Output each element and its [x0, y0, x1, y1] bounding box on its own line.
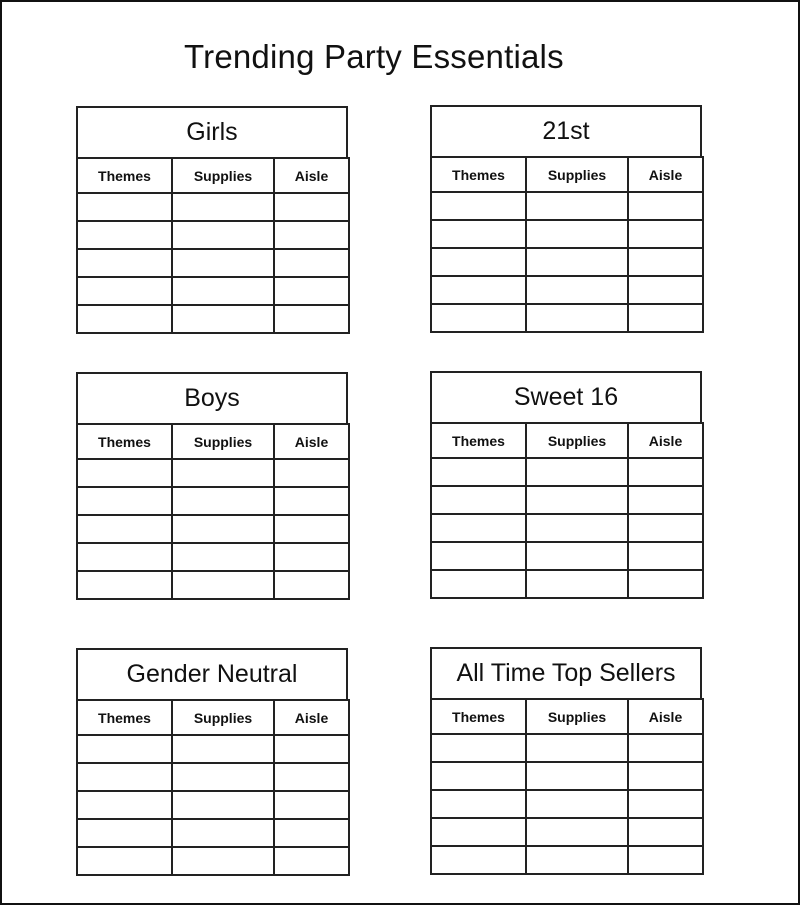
table-row — [431, 248, 703, 276]
table-cell — [628, 846, 703, 874]
table-cell — [628, 248, 703, 276]
table-title: Gender Neutral — [76, 648, 348, 699]
table-cell — [628, 276, 703, 304]
table-row — [431, 734, 703, 762]
table-cell — [431, 248, 526, 276]
column-header: Themes — [431, 699, 526, 734]
table-cell — [172, 847, 274, 875]
table-cell — [431, 220, 526, 248]
table-row — [77, 543, 349, 571]
table-cell — [172, 571, 274, 599]
header-row — [431, 423, 703, 458]
column-header: Themes — [77, 700, 172, 735]
table-cell — [172, 735, 274, 763]
table-cell — [431, 734, 526, 762]
table-cell — [526, 734, 628, 762]
table-cell — [77, 193, 172, 221]
table-cell — [628, 304, 703, 332]
table-cell — [526, 192, 628, 220]
table-cell — [431, 192, 526, 220]
table-row — [431, 486, 703, 514]
table-cell — [274, 277, 349, 305]
table-cell — [274, 515, 349, 543]
table-row — [77, 249, 349, 277]
table-title: Boys — [76, 372, 348, 423]
table-cell — [172, 249, 274, 277]
table-cell — [628, 486, 703, 514]
header-row — [431, 157, 703, 192]
table-row — [77, 221, 349, 249]
table-cell — [431, 818, 526, 846]
table-cell — [431, 486, 526, 514]
table-cell — [274, 543, 349, 571]
table-cell — [77, 305, 172, 333]
table-cell — [526, 790, 628, 818]
table-cell — [526, 458, 628, 486]
table-grid — [76, 699, 350, 876]
table-cell — [526, 276, 628, 304]
table-cell — [274, 571, 349, 599]
table-cell — [274, 819, 349, 847]
table-cell — [431, 304, 526, 332]
column-header: Themes — [431, 157, 526, 192]
table-cell — [77, 763, 172, 791]
table-row — [77, 487, 349, 515]
table-cell — [172, 277, 274, 305]
table-cell — [431, 790, 526, 818]
table-row — [431, 192, 703, 220]
column-header: Aisle — [274, 700, 349, 735]
page-title: Trending Party Essentials — [184, 38, 564, 75]
table-cell — [526, 570, 628, 598]
column-header: Supplies — [526, 423, 628, 458]
table-row — [77, 193, 349, 221]
table-cell — [628, 220, 703, 248]
table-cell — [628, 790, 703, 818]
table-row — [431, 514, 703, 542]
table-row — [77, 819, 349, 847]
table-grid — [430, 422, 704, 599]
table-cell — [526, 542, 628, 570]
table-row — [77, 515, 349, 543]
table-cell — [172, 487, 274, 515]
table-row — [77, 459, 349, 487]
table-row — [77, 791, 349, 819]
table-cell — [526, 304, 628, 332]
table-cell — [172, 819, 274, 847]
table-cell — [77, 221, 172, 249]
table-cell — [172, 193, 274, 221]
table-row — [77, 735, 349, 763]
table-row — [431, 458, 703, 486]
table-cell — [628, 542, 703, 570]
table-block — [430, 105, 702, 333]
table-block — [76, 106, 348, 334]
table-row — [431, 570, 703, 598]
table-block — [76, 648, 348, 876]
column-header: Aisle — [274, 424, 349, 459]
table-cell — [77, 847, 172, 875]
table-cell — [172, 459, 274, 487]
table-cell — [526, 514, 628, 542]
table-row — [431, 276, 703, 304]
table-cell — [274, 221, 349, 249]
table-row — [77, 571, 349, 599]
table-grid — [430, 698, 704, 875]
table-row — [77, 305, 349, 333]
table-cell — [628, 192, 703, 220]
table-row — [431, 790, 703, 818]
table-cell — [77, 487, 172, 515]
table-row — [431, 542, 703, 570]
table-cell — [77, 791, 172, 819]
table-cell — [274, 305, 349, 333]
table-cell — [526, 486, 628, 514]
table-cell — [77, 459, 172, 487]
table-cell — [628, 458, 703, 486]
table-cell — [77, 819, 172, 847]
column-header: Supplies — [172, 700, 274, 735]
table-grid — [76, 423, 350, 600]
table-cell — [431, 514, 526, 542]
table-grid — [430, 156, 704, 333]
table-cell — [77, 277, 172, 305]
table-cell — [172, 763, 274, 791]
column-header: Themes — [77, 424, 172, 459]
table-row — [77, 847, 349, 875]
table-row — [431, 818, 703, 846]
table-block — [76, 372, 348, 600]
column-header: Aisle — [274, 158, 349, 193]
table-cell — [77, 543, 172, 571]
table-cell — [77, 735, 172, 763]
table-row — [431, 762, 703, 790]
header-row — [77, 424, 349, 459]
column-header: Supplies — [172, 158, 274, 193]
table-cell — [526, 248, 628, 276]
header-row — [77, 158, 349, 193]
table-cell — [172, 515, 274, 543]
table-block — [430, 647, 702, 875]
table-cell — [274, 735, 349, 763]
column-header: Supplies — [172, 424, 274, 459]
table-row — [431, 220, 703, 248]
table-cell — [77, 249, 172, 277]
table-cell — [628, 734, 703, 762]
column-header: Aisle — [628, 423, 703, 458]
table-cell — [274, 847, 349, 875]
table-row — [77, 277, 349, 305]
table-cell — [526, 762, 628, 790]
column-header: Aisle — [628, 157, 703, 192]
table-cell — [274, 193, 349, 221]
table-cell — [274, 763, 349, 791]
table-cell — [431, 458, 526, 486]
column-header: Aisle — [628, 699, 703, 734]
table-cell — [77, 515, 172, 543]
column-header: Supplies — [526, 699, 628, 734]
table-cell — [526, 220, 628, 248]
table-cell — [628, 570, 703, 598]
table-cell — [172, 543, 274, 571]
table-row — [431, 846, 703, 874]
table-title: Sweet 16 — [430, 371, 702, 422]
table-row — [431, 304, 703, 332]
table-cell — [274, 791, 349, 819]
column-header: Supplies — [526, 157, 628, 192]
table-cell — [172, 305, 274, 333]
table-cell — [628, 514, 703, 542]
table-cell — [274, 487, 349, 515]
table-cell — [172, 791, 274, 819]
table-cell — [431, 570, 526, 598]
table-title: All Time Top Sellers — [430, 647, 702, 698]
table-title: Girls — [76, 106, 348, 157]
table-cell — [77, 571, 172, 599]
table-cell — [431, 762, 526, 790]
table-cell — [431, 846, 526, 874]
table-grid — [76, 157, 350, 334]
header-row — [431, 699, 703, 734]
table-cell — [526, 818, 628, 846]
table-cell — [431, 276, 526, 304]
table-cell — [274, 249, 349, 277]
table-cell — [628, 818, 703, 846]
table-cell — [274, 459, 349, 487]
table-cell — [172, 221, 274, 249]
table-cell — [431, 542, 526, 570]
table-title: 21st — [430, 105, 702, 156]
column-header: Themes — [431, 423, 526, 458]
column-header: Themes — [77, 158, 172, 193]
table-cell — [526, 846, 628, 874]
table-row — [77, 763, 349, 791]
table-block — [430, 371, 702, 599]
table-cell — [628, 762, 703, 790]
header-row — [77, 700, 349, 735]
